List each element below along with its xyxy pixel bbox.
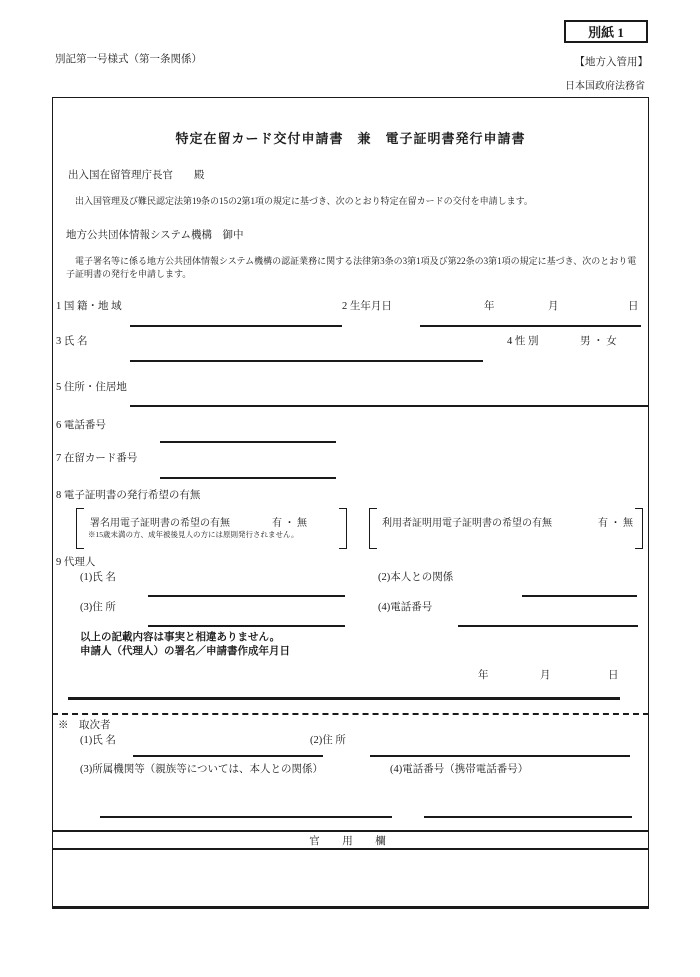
- birthdate-day-unit: 日: [628, 301, 639, 312]
- form-style-note: 別記第一号様式（第一条関係）: [55, 54, 202, 65]
- declaration-month-unit: 月: [540, 670, 551, 681]
- statement-certificate: 電子署名等に係る地方公共団体情報システム機構の認証業務に関する法律第3条の3第1項及び第22条の3第1項の規定に基づき、次のとおり電子証明書の発行を申請します。: [66, 256, 637, 279]
- intermediary-address-field-line[interactable]: [370, 755, 630, 757]
- intermediary-address-label: (2)住 所: [310, 735, 346, 746]
- issuer-label: 日本国政府法務省: [565, 81, 645, 92]
- declaration-line1: 以上の記載内容は事実と相違ありません。: [80, 631, 281, 643]
- birthdate-label: 2 生年月日: [342, 301, 392, 312]
- left-bracket-open-icon: [76, 508, 84, 549]
- attachment-number-label: 別紙 1: [588, 25, 624, 40]
- agent-address-label: (3)住 所: [80, 602, 116, 613]
- intermediary-org-label: (3)所属機関等（親族等については、本人との関係）: [80, 764, 324, 775]
- official-use-label: 官 用 欄: [309, 835, 392, 847]
- certificate-wish-label: 8 電子証明書の発行希望の有無: [56, 490, 201, 501]
- statement-residence-card: 出入国管理及び難民認定法第19条の15の2第1項の規定に基づき、次のとおり特定在留カードの交付を申請します。: [75, 196, 533, 206]
- name-field-line[interactable]: [130, 360, 483, 362]
- residence-card-number-field-line[interactable]: [160, 477, 336, 479]
- intermediary-name-field-line[interactable]: [133, 755, 323, 757]
- sex-choice[interactable]: 男 ・ 女: [580, 336, 617, 347]
- intermediary-phone-field-line[interactable]: [424, 816, 632, 818]
- addressee-immigration: 出入国在留管理庁長官 殿: [68, 170, 205, 181]
- form-border-box: [52, 97, 649, 909]
- signature-cert-choice[interactable]: 有 ・ 無: [272, 518, 307, 529]
- form-title: 特定在留カード交付申請書 兼 電子証明書発行申請書: [175, 131, 526, 146]
- user-cert-label: 利用者証明用電子証明書の希望の有無: [382, 518, 552, 529]
- agent-phone-field-line[interactable]: [458, 625, 638, 627]
- user-cert-choice[interactable]: 有 ・ 無: [598, 518, 633, 529]
- addressee-jlis: 地方公共団体情報システム機構 御中: [66, 230, 244, 241]
- phone-label: 6 電話番号: [56, 420, 106, 431]
- residence-card-number-label: 7 在留カード番号: [56, 453, 138, 464]
- agent-section-label: 9 代理人: [56, 557, 96, 568]
- intermediary-name-label: (1)氏 名: [80, 735, 116, 746]
- birthdate-year-unit: 年: [484, 301, 495, 312]
- official-use-band: [52, 830, 649, 850]
- agent-name-label: (1)氏 名: [80, 572, 116, 583]
- sex-label: 4 性 別: [507, 336, 539, 347]
- birthdate-month-unit: 月: [548, 301, 559, 312]
- left-bracket-close-icon: [339, 508, 347, 549]
- official-use-box[interactable]: [53, 850, 648, 909]
- birthdate-field-line[interactable]: [420, 325, 641, 327]
- name-label: 3 氏 名: [56, 336, 88, 347]
- phone-field-line[interactable]: [160, 441, 336, 443]
- declaration-line2: 申請人（代理人）の署名／申請書作成年月日: [80, 645, 290, 657]
- attachment-number-box: [564, 20, 648, 43]
- declaration-day-unit: 日: [608, 670, 619, 681]
- signature-cert-note: ※15歳未満の方、成年被後見人の方には原則発行されません。: [88, 530, 299, 539]
- intermediary-org-field-line[interactable]: [100, 816, 392, 818]
- address-label: 5 住所・住居地: [56, 382, 127, 393]
- use-note: 【地方入管用】: [574, 57, 648, 68]
- signature-field-line[interactable]: [68, 697, 620, 700]
- agent-address-field-line[interactable]: [148, 625, 345, 627]
- right-bracket-close-icon: [635, 508, 643, 549]
- intermediary-phone-label: (4)電話番号（携帯電話番号）: [390, 764, 529, 775]
- intermediary-section-label: ※ 取次者: [58, 720, 111, 731]
- agent-name-field-line[interactable]: [148, 595, 345, 597]
- nationality-label: 1 国 籍・地 域: [56, 301, 122, 312]
- declaration-year-unit: 年: [478, 670, 489, 681]
- signature-cert-label: 署名用電子証明書の希望の有無: [90, 518, 230, 529]
- section-divider-dashed: [52, 713, 649, 715]
- right-bracket-open-icon: [369, 508, 377, 549]
- nationality-field-line[interactable]: [130, 325, 342, 327]
- agent-phone-label: (4)電話番号: [378, 602, 433, 613]
- address-field-line[interactable]: [130, 405, 649, 407]
- agent-relationship-label: (2)本人との関係: [378, 572, 454, 583]
- agent-relationship-field-line[interactable]: [522, 595, 637, 597]
